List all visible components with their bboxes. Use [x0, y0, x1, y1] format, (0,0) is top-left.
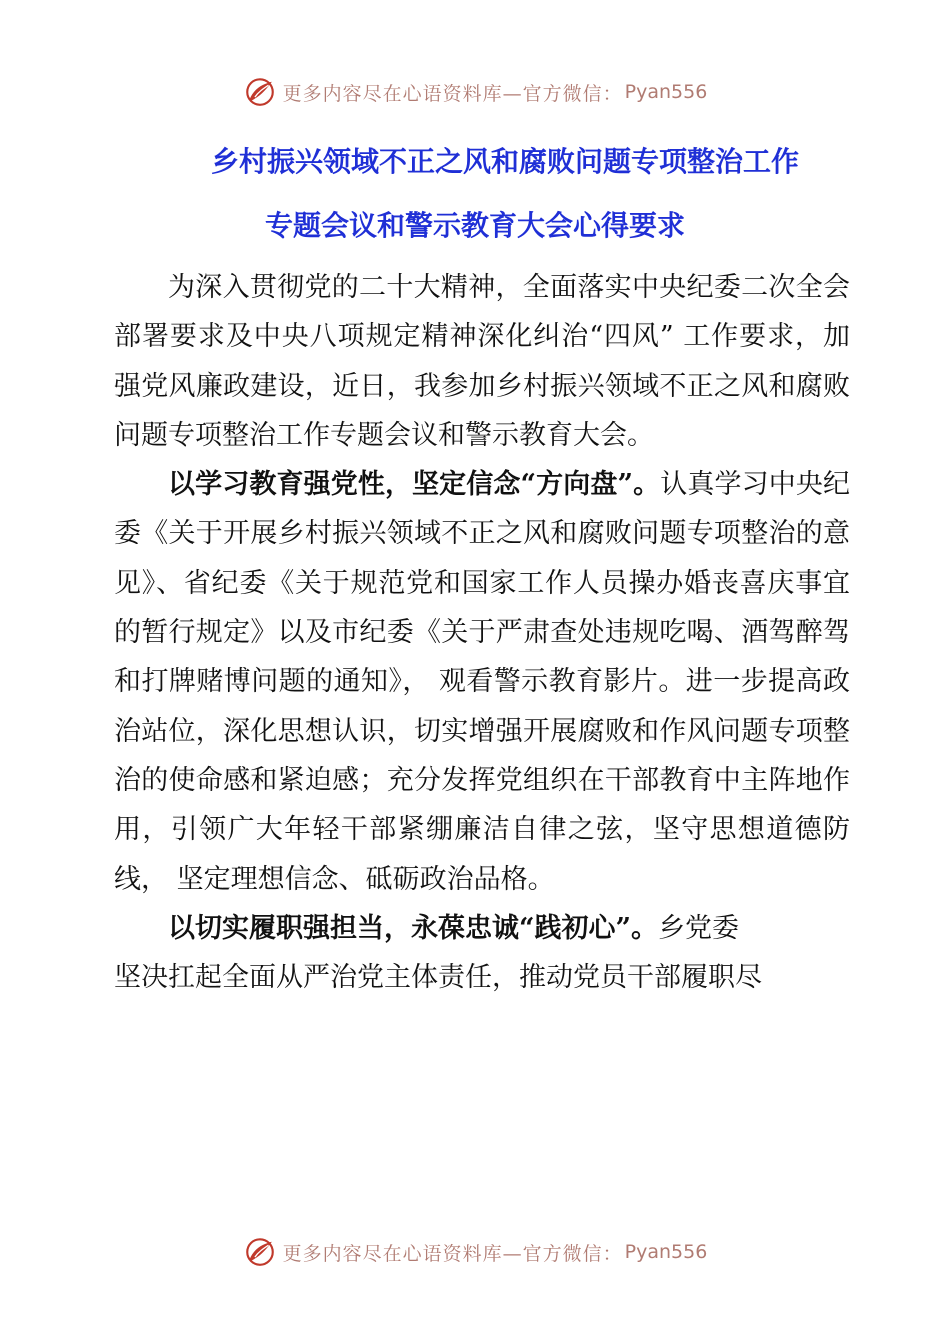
paragraph-3-heading: 以切实履职强担当，永葆忠诚“践初心”。 [168, 912, 659, 944]
header-wechat-id: Pyan556 [624, 81, 708, 103]
header-text: 更多内容尽在心语资料库—官方微信： [282, 82, 623, 105]
document-body [114, 263, 850, 1002]
paragraph-2-body: 认真学习中央纪委《关于开展乡村振兴领域不正之风和腐败问题专项整治的意见》、省纪委《关于规范党和国家工作人员操办婚丧喜庆事宜的暂行规定》以及市纪委《关于严肃查处违规吃喝、酒驾醉驾和打牌赌博问题的通知》， 观看警示教育影片。进一步提高政治站位，深化思想认识，切实增强开展腐败和作风问题专项整治的使命感和紧迫感；充分发挥党组织在干部教育中主阵地作用，引领广大年轻干部紧绷廉洁自律之弦，坚守思想道德防线， 坚定理想信念、砥砺政治品格。 [114, 469, 851, 895]
paragraph-2-heading: 以学习教育强党性，坚定信念“方向盘”。 [168, 469, 661, 501]
paragraph-1: 为深入贯彻党的二十大精神，全面落实中央纪委二次全会部署要求及中央八项规定精神深化纠治“四风” 工作要求，加强党风廉政建设，近日，我参加乡村振兴领域不正之风和腐败问题专项整治工作专题会议和警示教育大会。 [114, 272, 850, 451]
leaf-swirl-logo-icon [243, 75, 277, 109]
paragraph-2 [114, 460, 850, 904]
footer-wechat-id: Pyan556 [624, 1241, 708, 1263]
document-title-line-1: 乡村振兴领域不正之风和腐败问题专项整治工作 [210, 145, 799, 178]
paragraph-3 [114, 904, 850, 1003]
paragraph-3-body-line-1: 乡党委 [658, 912, 740, 944]
paragraph-3-body-line-2: 坚决扛起全面从严治党主体责任，推动党员干部履职尽 [114, 962, 762, 994]
header-banner [0, 72, 950, 112]
document-title-line-2: 专题会议和警示教育大会心得要求 [264, 209, 685, 242]
footer-text: 更多内容尽在心语资料库—官方微信： [282, 1242, 623, 1265]
leaf-swirl-logo-icon [243, 1235, 277, 1269]
footer-banner [0, 1232, 950, 1272]
